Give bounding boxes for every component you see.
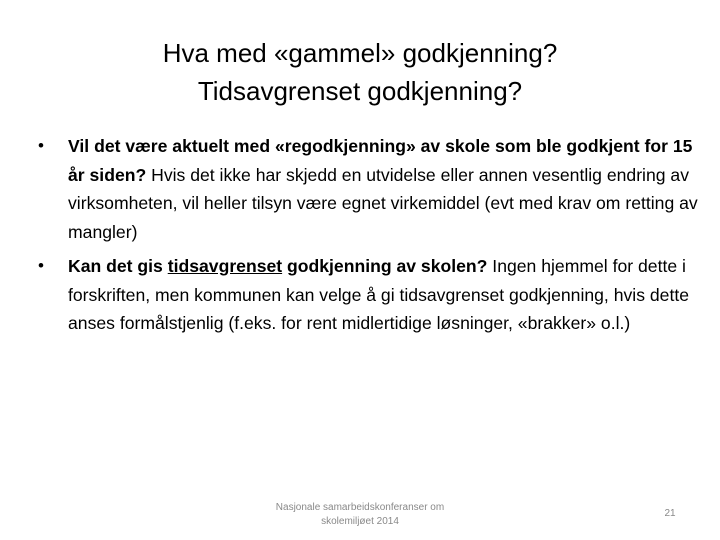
bullet-list bbox=[38, 132, 710, 344]
bullet-2-question-underlined: tidsavgrenset bbox=[167, 256, 283, 276]
bullet-dot-icon: • bbox=[38, 136, 44, 155]
title-line-1: Hva med «gammel» godkjenning? bbox=[162, 38, 558, 68]
slide-title bbox=[60, 34, 660, 110]
bullet-dot-icon: • bbox=[38, 256, 44, 275]
slide-footer bbox=[250, 501, 470, 529]
bullet-2-question-end: godkjenning av skolen? bbox=[282, 256, 488, 276]
bullet-item-tidsavgrenset bbox=[38, 252, 710, 338]
footer-line-1: Nasjonale samarbeidskonferanser om bbox=[275, 502, 445, 513]
bullet-1-answer: Hvis det ikke har skjedd en utvidelse eller annen vesentlig endring av virksomheten, vil heller tilsyn være egnet virkemiddel (evt med krav om retting av mangler) bbox=[68, 164, 698, 242]
bullet-item-regodkjenning bbox=[38, 132, 710, 246]
bullet-2-answer: Ingen hjemmel for dette i forskriften, men kommunen kan velge å gi tidsavgrenset godkjenning, hvis dette anses formålstjenlig (f.eks. for rent midlertidige løsninger, «brakker» o.l.) bbox=[68, 256, 690, 333]
page-number: 21 bbox=[664, 508, 676, 519]
bullet-2-question-start: Kan det gis bbox=[68, 256, 168, 276]
title-line-2: Tidsavgrenset godkjenning? bbox=[197, 76, 523, 106]
bullet-1-question: Vil det være aktuelt med «regodkjenning» av skole som ble godkjent for 15 år siden? bbox=[68, 136, 693, 185]
footer-line-2: skolemiljøet 2014 bbox=[321, 516, 399, 527]
